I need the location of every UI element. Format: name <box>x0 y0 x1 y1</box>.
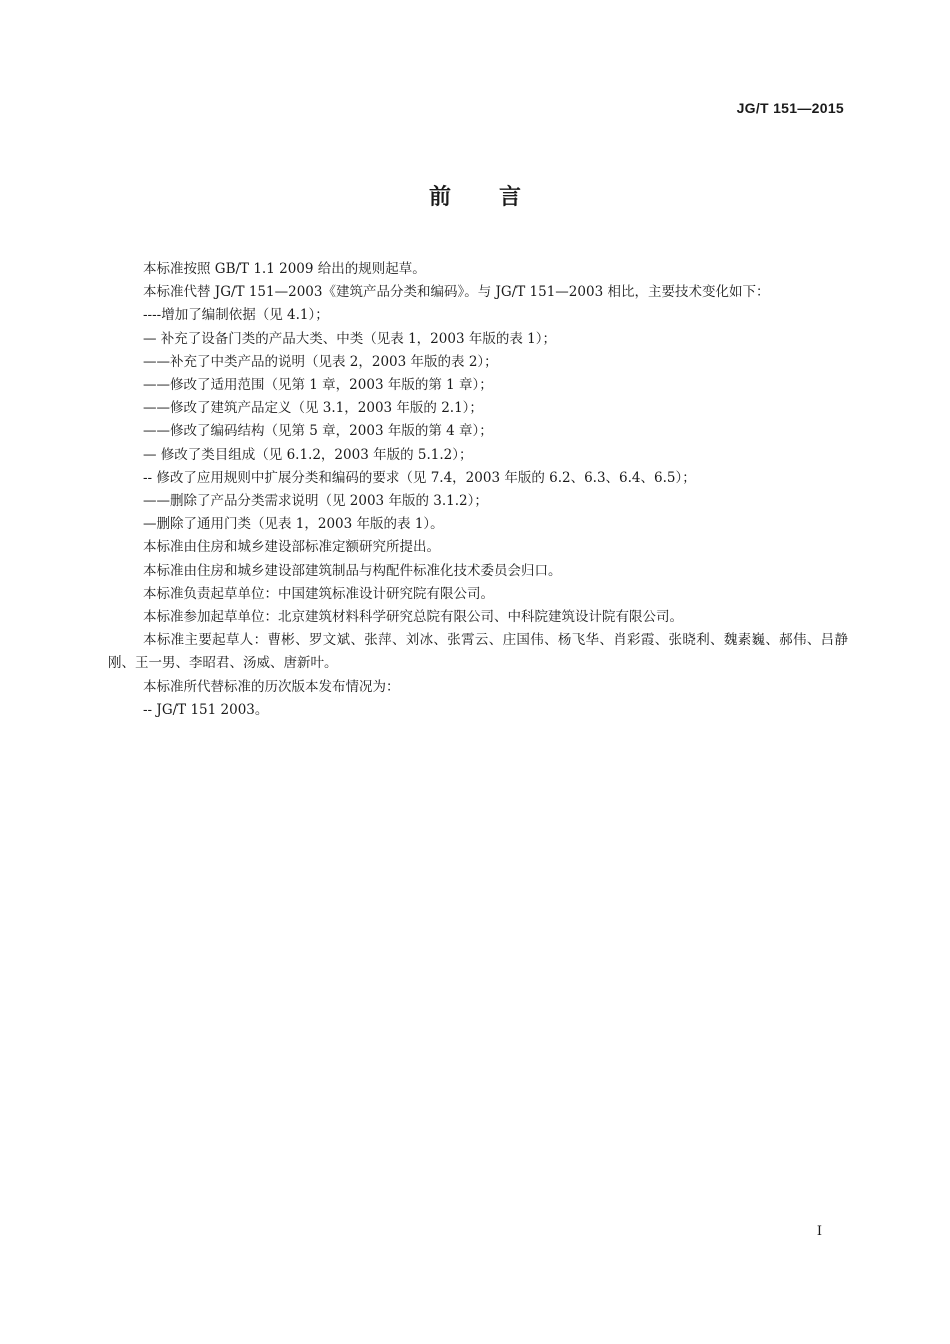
paragraph-proposer: 本标准由住房和城乡建设部标准定额研究所提出。 <box>143 539 440 556</box>
change-item: ——补充了中类产品的说明（见表 2，2003 年版的表 2）； <box>143 353 498 370</box>
document-body <box>108 258 848 722</box>
paragraph-main-drafters: 本标准主要起草人：曹彬、罗文斌、张萍、刘冰、张霄云、庄国伟、杨飞华、肖彩霞、张晓利、魏素巍、郝伟、吕静刚、王一男、李昭君、汤威、唐新叶。 <box>108 632 848 672</box>
paragraph-technical-committee: 本标准由住房和城乡建设部建筑制品与构配件标准化技术委员会归口。 <box>143 562 562 579</box>
paragraph-replacement: 本标准代替 JG/T 151—2003《建筑产品分类和编码》。与 JG/T 151—2003 相比，主要技术变化如下： <box>143 284 770 301</box>
change-item: —删除了通用门类（见表 1，2003 年版的表 1）。 <box>143 516 444 533</box>
paragraph-version-history: 本标准所代替标准的历次版本发布情况为： <box>143 678 400 695</box>
change-item: — 修改了类目组成（见 6.1.2，2003 年版的 5.1.2）； <box>143 446 473 463</box>
paragraph-drafting-rules: 本标准按照 GB/T 1.1 2009 给出的规则起草。 <box>143 261 426 277</box>
change-item: — 补充了设备门类的产品大类、中类（见表 1，2003 年版的表 1）； <box>143 330 556 347</box>
change-item: ——删除了产品分类需求说明（见 2003 年版的 3.1.2）； <box>143 493 488 510</box>
change-item: ----增加了编制依据（见 4.1）； <box>143 307 329 324</box>
page-number: I <box>816 1224 822 1239</box>
paragraph-lead-drafter: 本标准负责起草单位：中国建筑标准设计研究院有限公司。 <box>143 585 494 602</box>
change-item: -- 修改了应用规则中扩展分类和编码的要求（见 7.4，2003 年版的 6.2、6.3、6.4、6.5）； <box>143 469 696 486</box>
title-char-2: 言 <box>499 185 522 210</box>
change-item: ——修改了适用范围（见第 1 章，2003 年版的第 1 章）； <box>143 377 493 394</box>
change-item: ——修改了建筑产品定义（见 3.1，2003 年版的 2.1）； <box>143 400 483 417</box>
document-code: JG/T 151—2015 <box>736 100 844 116</box>
title-char-1: 前 <box>428 185 451 210</box>
section-title <box>0 180 950 211</box>
paragraph-participating-drafters: 本标准参加起草单位：北京建筑材料科学研究总院有限公司、中科院建筑设计院有限公司。 <box>143 609 683 626</box>
history-item: -- JG/T 151 2003。 <box>143 701 269 718</box>
change-item: ——修改了编码结构（见第 5 章，2003 年版的第 4 章）； <box>143 423 493 440</box>
